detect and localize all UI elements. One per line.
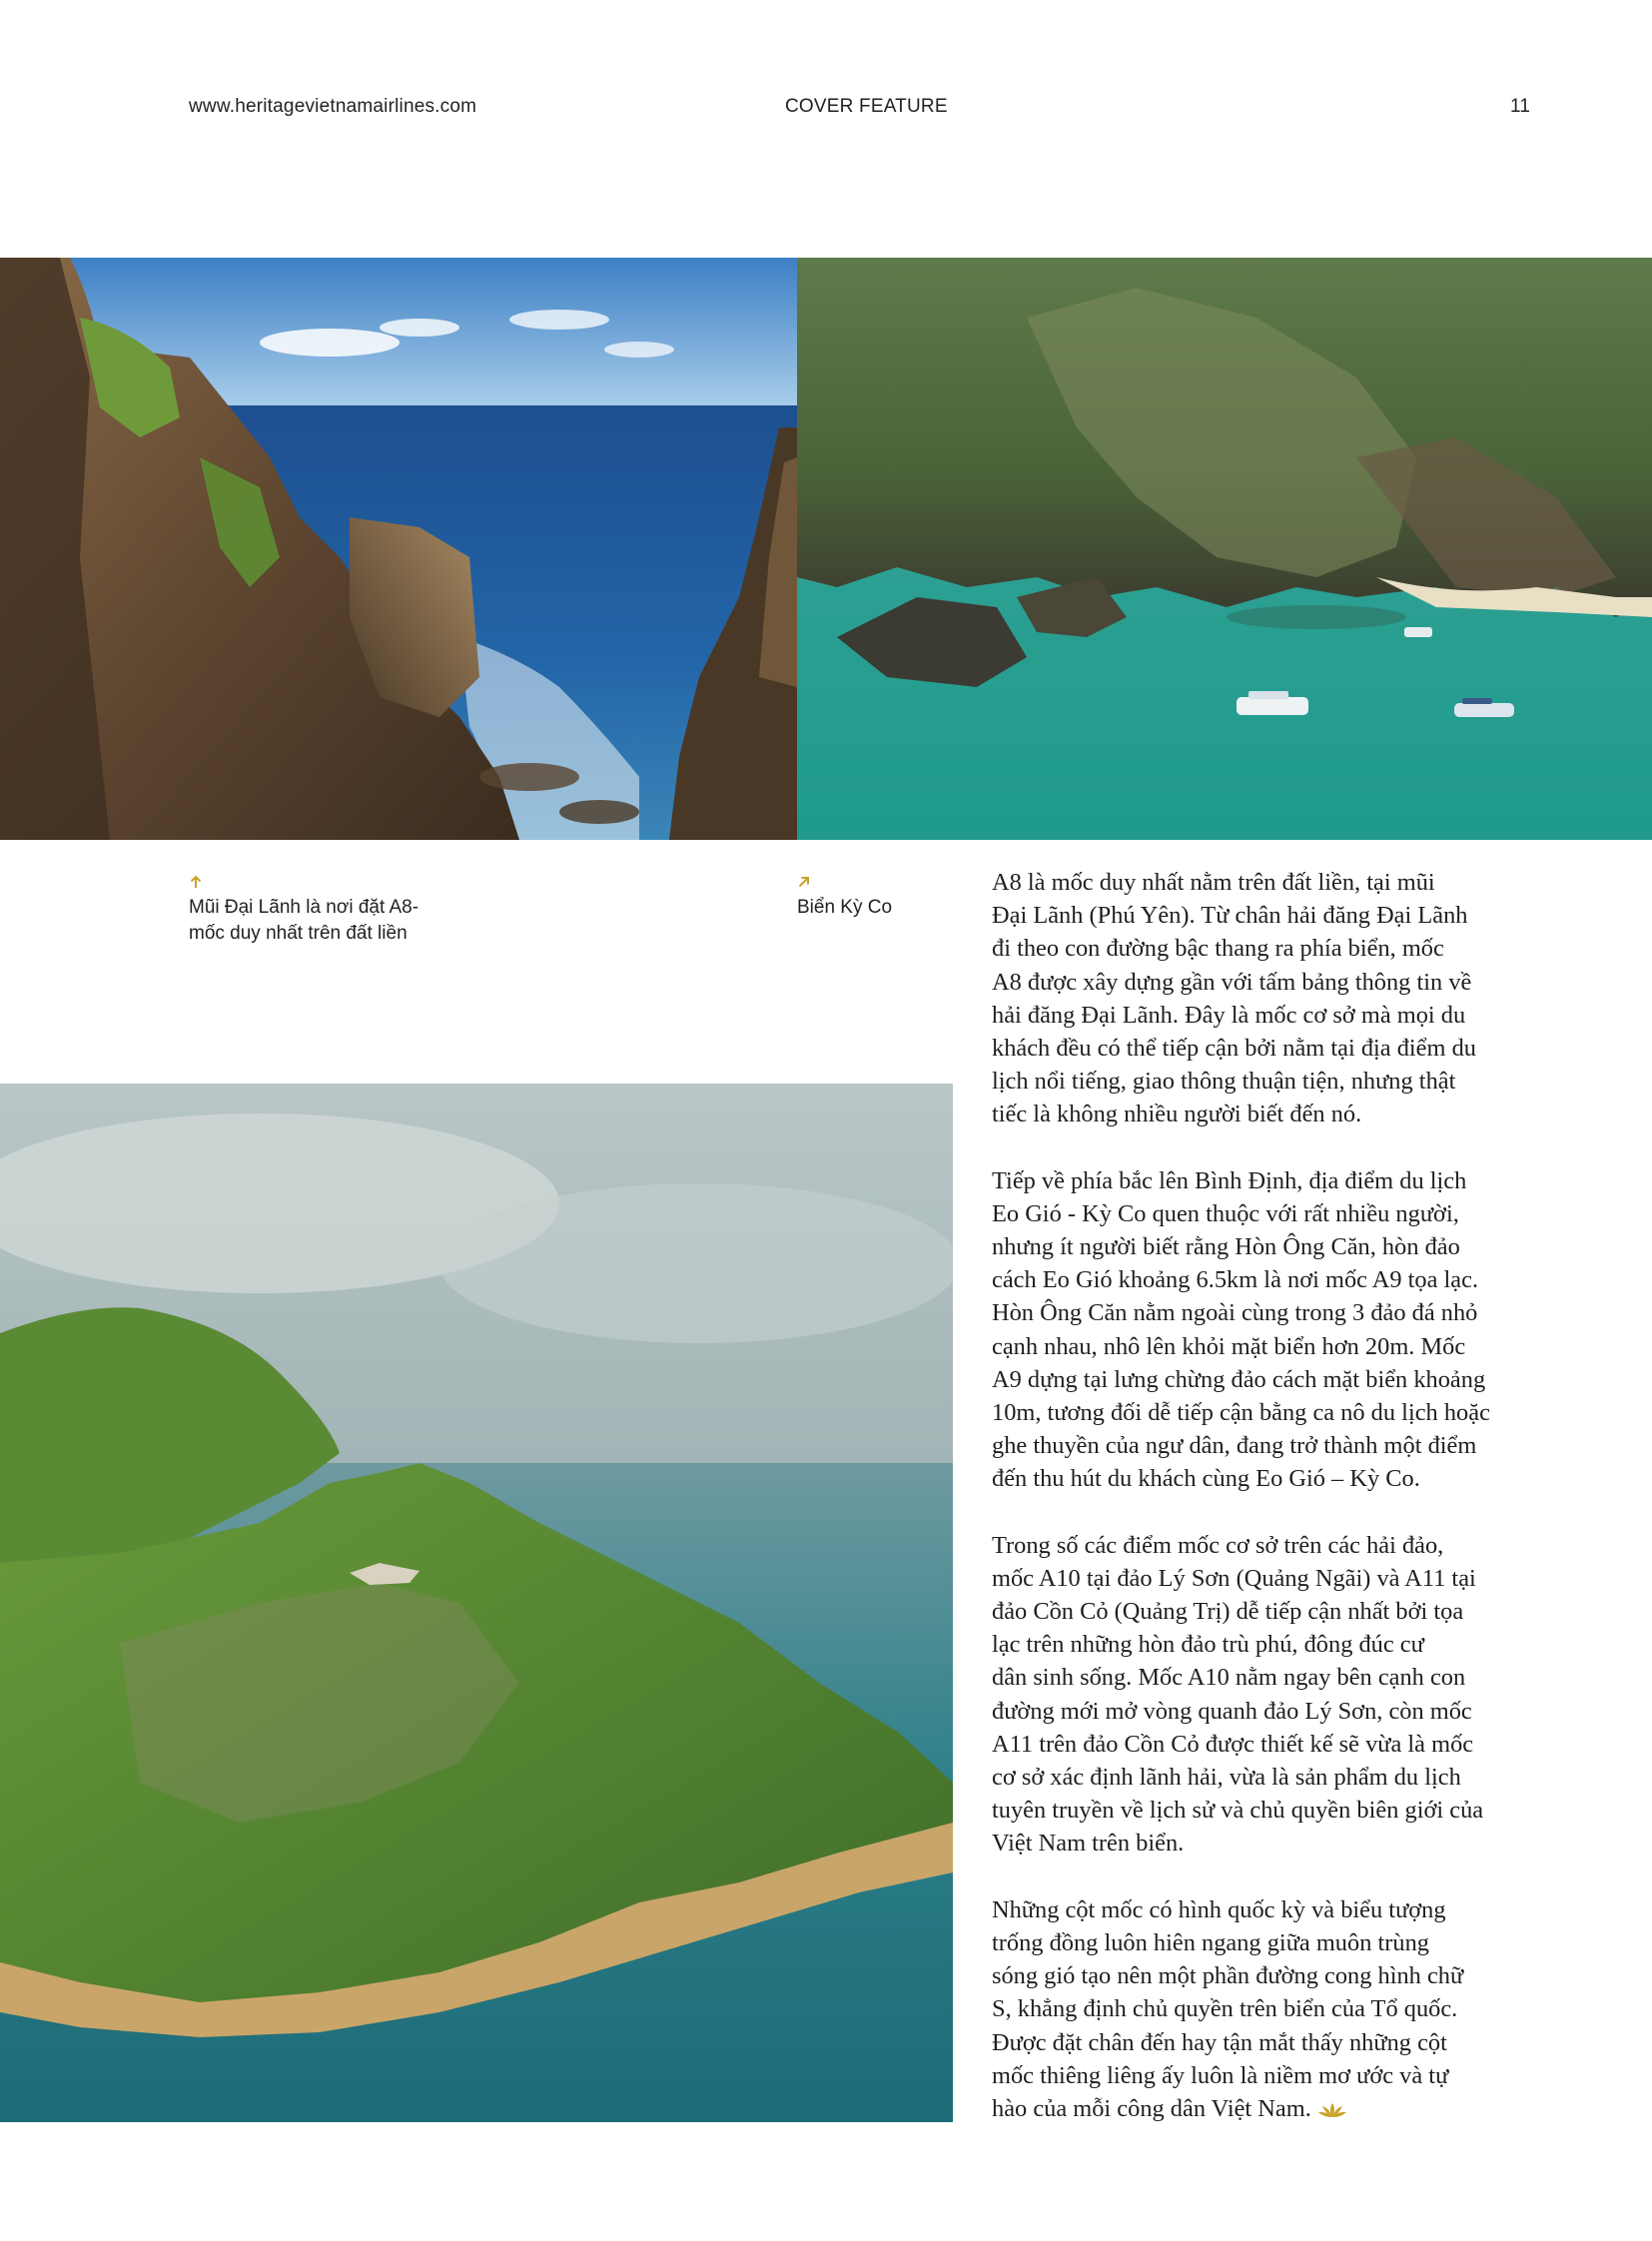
text-line: lạc trên những hòn đảo trù phú, đông đúc cư (992, 1631, 1424, 1659)
caption-line: mốc duy nhất trên đất liền (189, 923, 408, 944)
arrow-up-icon (189, 875, 203, 889)
text-line: A11 trên đảo Cồn Cỏ được thiết kế sẽ vừa là mốc (992, 1730, 1474, 1758)
text-line: cơ sở xác định lãnh hải, vừa là sản phẩm du lịch (992, 1764, 1461, 1792)
text-line: Eo Gió - Kỳ Co quen thuộc với rất nhiều người, (992, 1199, 1459, 1227)
text-line: cạnh nhau, nhô lên khỏi mặt biển hơn 20m. Mốc (992, 1332, 1466, 1360)
text-line: cách Eo Gió khoảng 6.5km là nơi mốc A9 tọa lạc. (992, 1266, 1479, 1294)
caption-line: Biển Kỳ Co (797, 897, 893, 918)
arrow-up-right-icon (797, 875, 811, 889)
page-number: 11 (1510, 96, 1531, 117)
photo-dai-lanh-cliffs (0, 258, 797, 840)
text-line: đến thu hút du khách cùng Eo Gió – Kỳ Co. (992, 1465, 1420, 1493)
website-url[interactable]: www.heritagevietnamairlines.com (189, 96, 477, 117)
text-line: Việt Nam trên biển. (992, 1830, 1185, 1858)
article-paragraph-3 (992, 1529, 1551, 1861)
text-line: Những cột mốc có hình quốc kỳ và biểu tượng (992, 1895, 1446, 1923)
text-line: A9 dựng tại lưng chừng đảo cách mặt biển khoảng (992, 1365, 1486, 1393)
text-line: sóng gió tạo nên một phần đường cong hình chữ (992, 1962, 1464, 1990)
article-body (992, 866, 1551, 2125)
caption-ky-co (797, 875, 892, 921)
text-line: A8 được xây dựng gần với tấm bảng thông tin về (992, 968, 1472, 996)
text-line: S, khẳng định chủ quyền trên biển của Tổ quốc. (992, 1995, 1458, 2023)
text-line: tuyên truyền về lịch sử và chủ quyền biên giới của (992, 1797, 1484, 1825)
text-line: A8 là mốc duy nhất nằm trên đất liền, tại mũi (992, 869, 1435, 896)
text-line: Tiếp về phía bắc lên Bình Định, địa điểm du lịch (992, 1166, 1467, 1194)
text-line: nhưng ít người biết rằng Hòn Ông Căn, hòn đảo (992, 1233, 1460, 1261)
text-line: trống đồng luôn hiên ngang giữa muôn trùng (992, 1928, 1429, 1956)
text-line: đảo Cồn Cỏ (Quảng Trị) dễ tiếp cận nhất bởi tọa (992, 1598, 1464, 1626)
text-line-last (992, 2092, 1551, 2125)
text-line: Đại Lãnh (Phú Yên). Từ chân hải đăng Đại Lãnh (992, 902, 1468, 930)
text-line: Hòn Ông Căn nằm ngoài cùng trong 3 đảo đá nhỏ (992, 1299, 1478, 1327)
text-line: mốc thiêng liêng ấy luôn là niềm mơ ước và tự (992, 2061, 1449, 2089)
caption-line: Mũi Đại Lãnh là nơi đặt A8- (189, 897, 419, 918)
text-line: tiếc là không nhiều người biết đến nó. (992, 1101, 1362, 1128)
lotus-end-mark-icon (1317, 2101, 1347, 2119)
section-label: COVER FEATURE (785, 96, 948, 117)
article-paragraph-4 (992, 1893, 1551, 2125)
caption-dai-lanh (189, 875, 418, 947)
text-line: Được đặt chân đến hay tận mắt thấy những cột (992, 2028, 1447, 2056)
text-line: đi theo con đường bậc thang ra phía biển, mốc (992, 935, 1444, 963)
text-line: lịch nổi tiếng, giao thông thuận tiện, nhưng thật (992, 1068, 1456, 1096)
article-paragraph-1 (992, 866, 1551, 1131)
text-line: Trong số các điểm mốc cơ sở trên các hải đảo, (992, 1531, 1444, 1559)
text-line: dân sinh sống. Mốc A10 nằm ngay bên cạnh con (992, 1664, 1466, 1692)
text-line: hải đăng Đại Lãnh. Đây là mốc cơ sở mà mọi du (992, 1001, 1466, 1029)
article-paragraph-2 (992, 1164, 1551, 1496)
text-line: hào của mỗi công dân Việt Nam. (992, 2094, 1311, 2122)
text-line: ghe thuyền của ngư dân, đang trở thành một điểm (992, 1432, 1477, 1460)
text-line: đường mới mở vòng quanh đảo Lý Sơn, còn mốc (992, 1697, 1472, 1725)
text-line: khách đều có thể tiếp cận bởi nằm tại địa điểm du (992, 1035, 1476, 1063)
photo-ky-co-beach (797, 258, 1652, 840)
photo-island-aerial (0, 1084, 953, 2122)
text-line: mốc A10 tại đảo Lý Sơn (Quảng Ngãi) và A11 tại (992, 1564, 1476, 1592)
text-line: 10m, tương đối dễ tiếp cận bằng ca nô du lịch hoặc (992, 1399, 1490, 1427)
